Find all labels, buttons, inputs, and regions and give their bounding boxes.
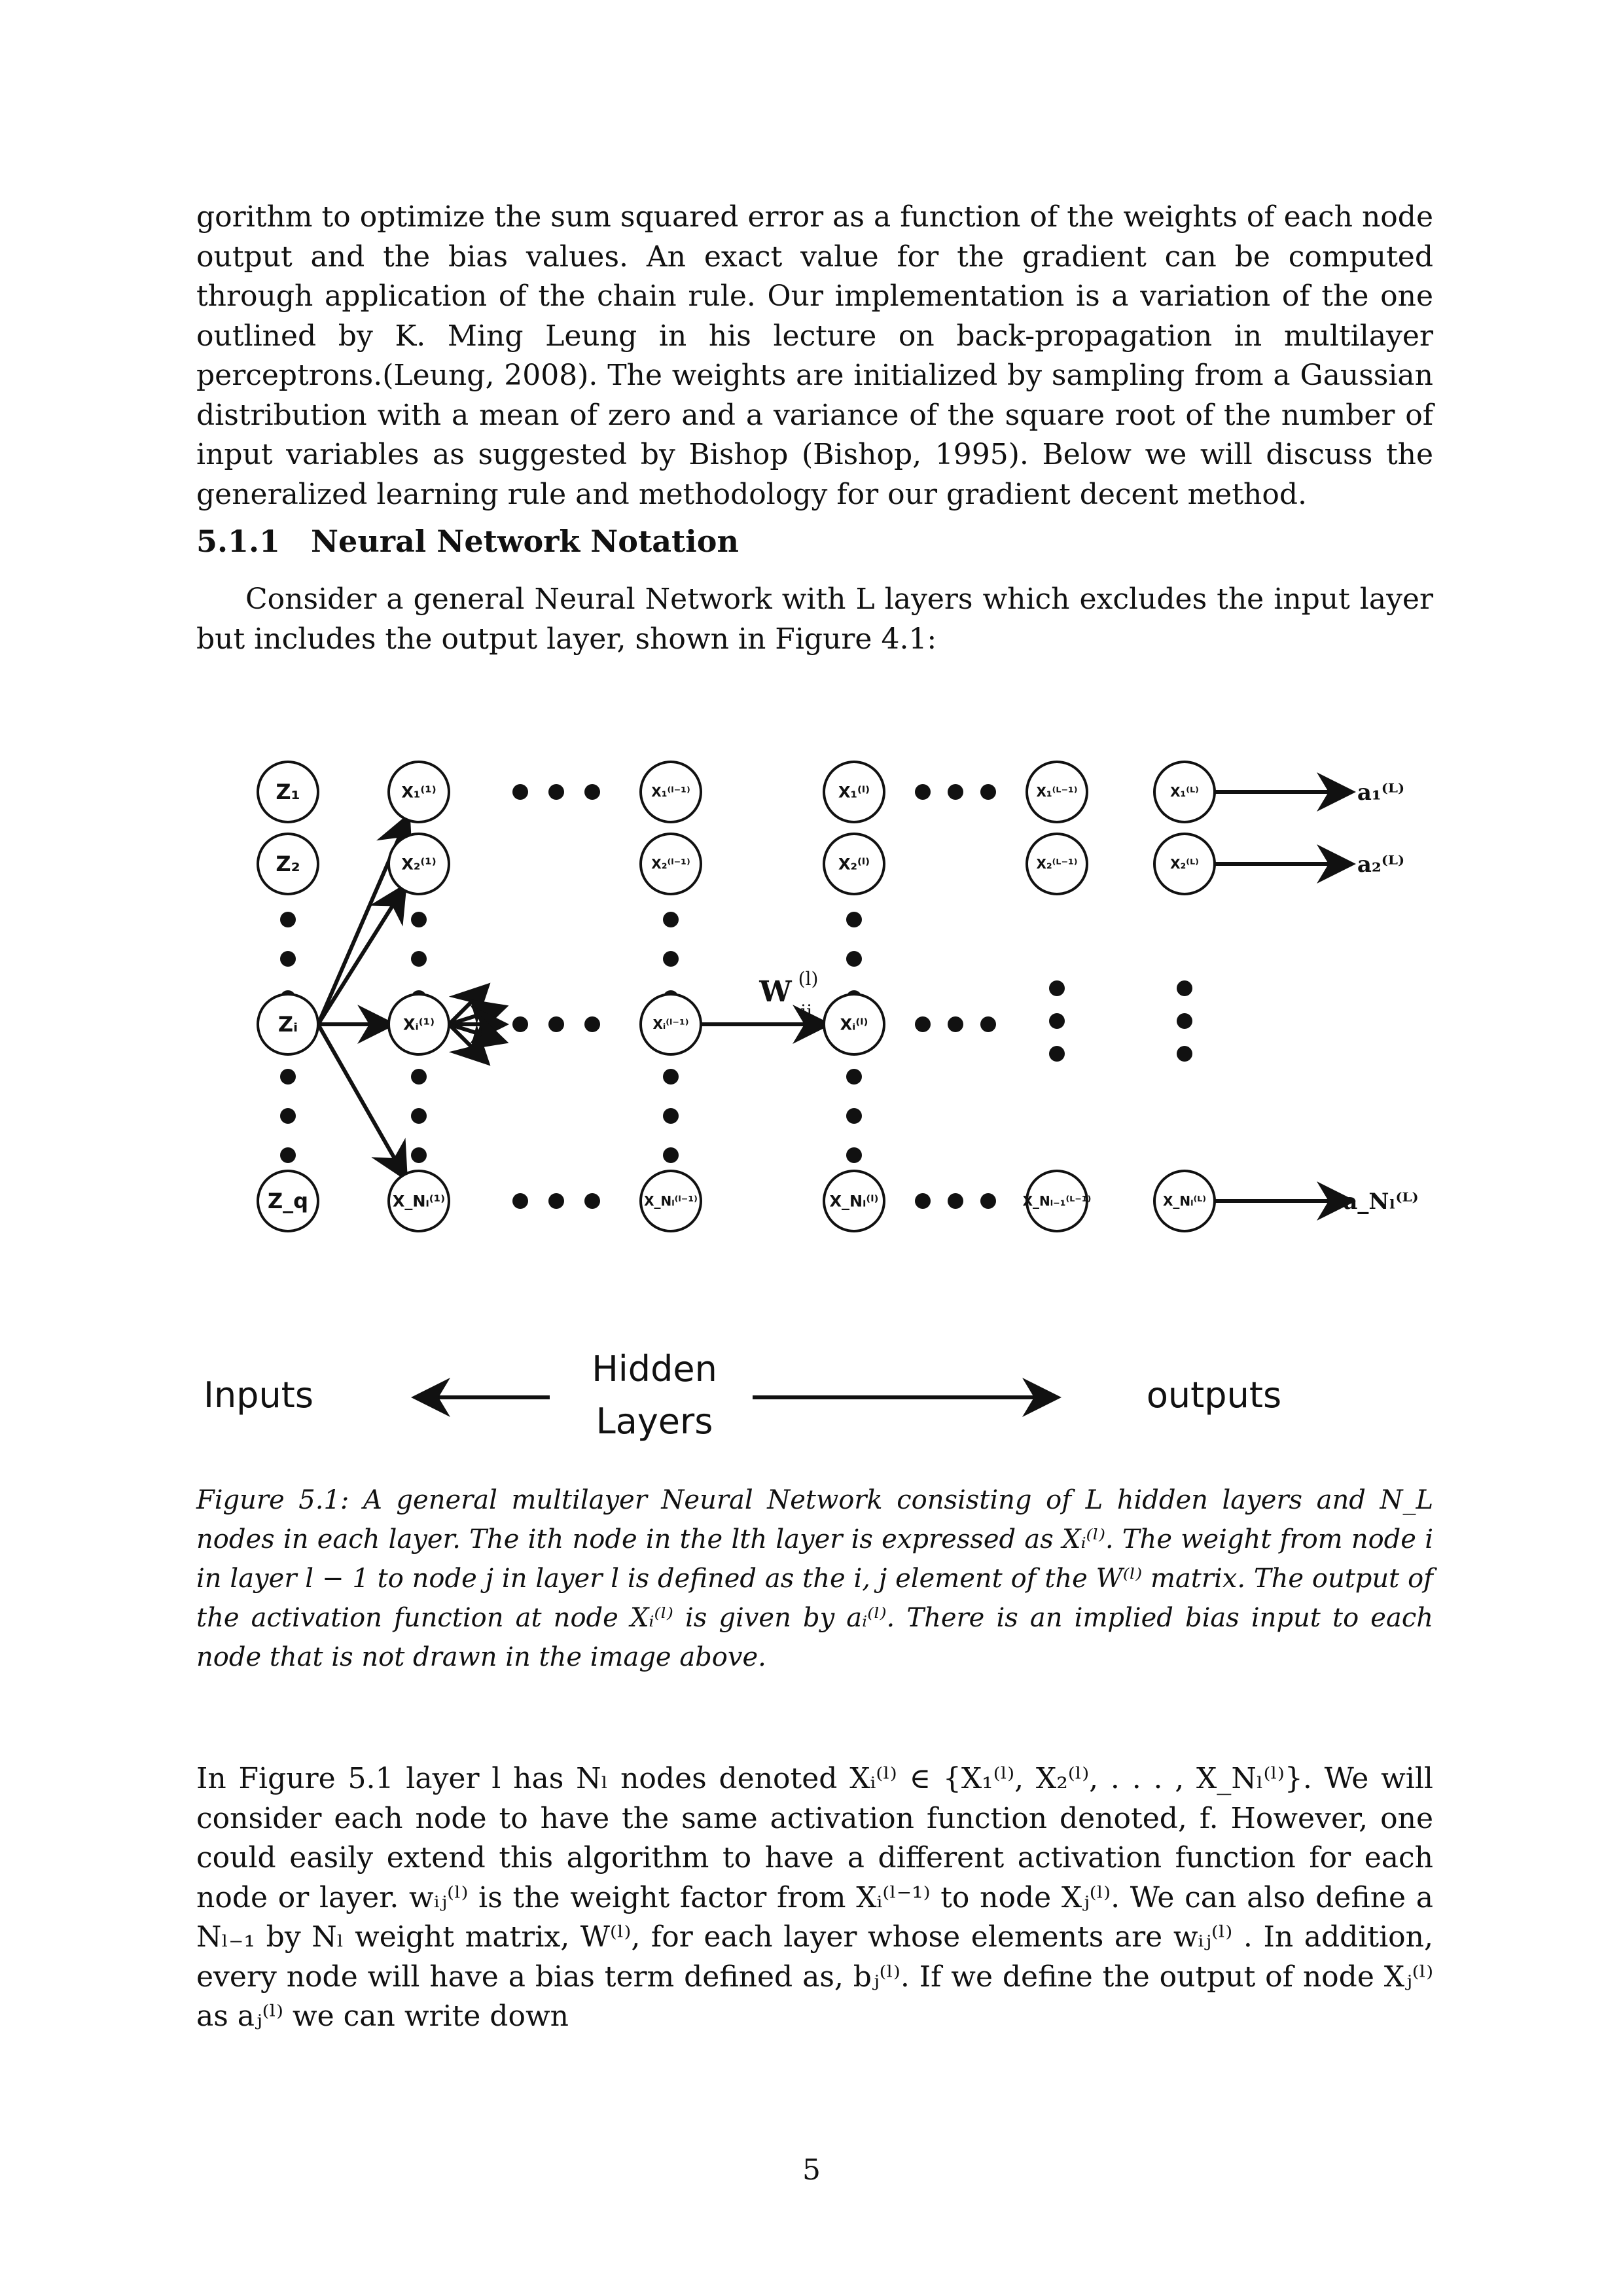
output-layer-node-2-label: X₂⁽ᴸ⁾ <box>1170 856 1199 872</box>
first-hidden-node-3 <box>389 994 449 1054</box>
weight-label: W <box>759 975 792 1009</box>
ellipsis-dot <box>584 1193 600 1209</box>
prev-layer-node-4-label: X_Nₗ⁽ˡ⁻¹⁾ <box>644 1193 698 1209</box>
last-hidden-node-3 <box>1023 1171 1092 1231</box>
output-label-3: a_Nₗ⁽ᴸ⁾ <box>1343 1189 1419 1215</box>
ellipsis-dot <box>280 912 296 927</box>
ellipsis-dot <box>411 1147 427 1163</box>
prev-layer-node-2 <box>641 834 701 894</box>
first-hidden-node-3-label: Xᵢ⁽¹⁾ <box>402 1015 435 1034</box>
input-arrow-2 <box>318 889 403 1024</box>
ellipsis-dot <box>1177 1013 1192 1029</box>
ellipsis-dot <box>663 951 679 967</box>
ellipsis-dot <box>548 1193 564 1209</box>
ellipsis-dot <box>980 1016 996 1032</box>
ellipsis-dot <box>980 1193 996 1209</box>
ellipsis-dot <box>584 784 600 800</box>
layer-l-node-3-label: Xᵢ⁽ˡ⁾ <box>840 1015 868 1034</box>
input-node-4 <box>258 1171 318 1231</box>
prev-layer-node-3-label: Xᵢ⁽ˡ⁻¹⁾ <box>652 1016 689 1032</box>
label-hidden-2: Layers <box>596 1401 713 1442</box>
paragraph-intro: Consider a general Neural Network with L layers which excludes the input layer but includes the output layer, shown in Figure 4.1: <box>196 583 1433 656</box>
ellipsis-dot <box>1177 1046 1192 1062</box>
input-node-1-label: Z₁ <box>276 780 300 805</box>
ellipsis-dot <box>846 951 862 967</box>
ellipsis-dot <box>846 1147 862 1163</box>
first-hidden-node-4 <box>389 1171 449 1231</box>
last-hidden-node-1 <box>1027 762 1087 822</box>
ellipsis-dot <box>846 912 862 927</box>
prev-layer-node-4 <box>641 1171 701 1231</box>
neural-network-figure <box>0 720 1623 1479</box>
weight-label-sub: ij <box>800 1001 812 1022</box>
layer-l-node-1-label: X₁⁽ˡ⁾ <box>838 783 870 802</box>
ellipsis-dot <box>1049 1046 1065 1062</box>
ellipsis-dot <box>915 1193 931 1209</box>
section-title: Neural Network Notation <box>311 524 739 559</box>
ellipsis-dot <box>663 912 679 927</box>
figure-caption: Figure 5.1: A general multilayer Neural Network consisting of L hidden layers and N_L nodes in each layer. The ith node in the lth layer is expressed as Xᵢ⁽ˡ⁾. The weight from node i in layer l − 1 to node j in layer l is defined as the i, j element of the W⁽ˡ⁾ matrix. The output of the activation function at node Xᵢ⁽ˡ⁾ is given by aᵢ⁽ˡ⁾. There is an implied bias input to each node that is not drawn in the image above. <box>196 1485 1433 1672</box>
last-hidden-node-2-label: X₂⁽ᴸ⁻¹⁾ <box>1036 856 1078 872</box>
first-hidden-node-1 <box>389 762 449 822</box>
output-layer-node-1-label: X₁⁽ᴸ⁾ <box>1170 784 1199 800</box>
layer-l-node-4 <box>824 1171 884 1231</box>
ellipsis-dot <box>411 951 427 967</box>
page-number: 5 <box>802 2153 821 2187</box>
ellipsis-dot <box>1177 980 1192 996</box>
label-inputs: Inputs <box>204 1374 313 1416</box>
ellipsis-dot <box>663 1108 679 1124</box>
ellipsis-dot <box>512 1193 528 1209</box>
layer-l-node-1 <box>824 762 884 822</box>
input-node-1 <box>258 762 318 822</box>
ellipsis-dot <box>663 1069 679 1085</box>
ellipsis-dot <box>846 1108 862 1124</box>
ellipsis-dot <box>548 1016 564 1032</box>
ellipsis-dot <box>512 784 528 800</box>
output-layer-node-1 <box>1154 762 1215 822</box>
ellipsis-dot <box>411 912 427 927</box>
first-hidden-node-2-label: X₂⁽¹⁾ <box>401 855 437 874</box>
output-label-2: a₂⁽ᴸ⁾ <box>1357 852 1405 878</box>
ellipsis-dot <box>948 784 963 800</box>
paragraph-top: gorithm to optimize the sum squared error as a function of the weights of each node output and the bias values. An exact value for the gradient can be computed through application of the chain rule. Our implementation is a variation of the one outlined by K. Ming Leung in his lecture on back-propagation in multilayer perceptrons.(Leung, 2008). The weights are initialized by sampling from a Gaussian distribution with a mean of zero and a variance of the square root of the number of input variables as suggested by Bishop (Bishop, 1995). Below we will discuss the generalized learning rule and methodology for our gradient decent method. <box>196 200 1433 511</box>
first-hidden-node-4-label: X_Nₗ⁽¹⁾ <box>392 1192 446 1211</box>
ellipsis-dot <box>512 1016 528 1032</box>
input-node-2 <box>258 834 318 894</box>
ellipsis-dot <box>548 784 564 800</box>
ellipsis-dot <box>948 1193 963 1209</box>
ellipsis-dot <box>948 1016 963 1032</box>
input-node-4-label: Z_q <box>267 1189 309 1214</box>
output-layer-node-2 <box>1154 834 1215 894</box>
ellipsis-dot <box>280 1108 296 1124</box>
label-hidden-1: Hidden <box>592 1348 717 1390</box>
ellipsis-dot <box>663 1147 679 1163</box>
layer-l-node-2 <box>824 834 884 894</box>
input-arrow-4 <box>318 1024 404 1175</box>
first-hidden-node-1-label: X₁⁽¹⁾ <box>401 783 437 802</box>
ellipsis-dot <box>280 951 296 967</box>
section-heading <box>196 524 739 559</box>
weight-label-sup: (l) <box>798 968 819 990</box>
paragraph-bottom: In Figure 5.1 layer l has Nₗ nodes denoted Xᵢ⁽ˡ⁾ ∈ {X₁⁽ˡ⁾, X₂⁽ˡ⁾, . . . , X_Nₗ⁽ˡ⁾}. We will consider each node to have the same activation function denoted, f. However, one could easily extend this algorithm to have a different activation function for each node or layer. wᵢⱼ⁽ˡ⁾ is the weight factor from Xᵢ⁽ˡ⁻¹⁾ to node Xⱼ⁽ˡ⁾. We can also define a Nₗ₋₁ by Nₗ weight matrix, W⁽ˡ⁾, for each layer whose elements are wᵢⱼ⁽ˡ⁾ . In addition, every node will have a bias term defined as, bⱼ⁽ˡ⁾. If we define the output of node Xⱼ⁽ˡ⁾ as aⱼ⁽ˡ⁾ we can write down <box>196 1762 1433 2033</box>
first-hidden-node-2 <box>389 834 449 894</box>
label-outputs: outputs <box>1146 1374 1282 1416</box>
ellipsis-dot <box>915 784 931 800</box>
prev-layer-node-2-label: X₂⁽ˡ⁻¹⁾ <box>651 856 690 872</box>
input-node-2-label: Z₂ <box>276 852 300 877</box>
last-hidden-node-3-label: X_Nₗ₋₁⁽ᴸ⁻¹⁾ <box>1022 1193 1092 1209</box>
last-hidden-node-1-label: X₁⁽ᴸ⁻¹⁾ <box>1036 784 1078 800</box>
ellipsis-dot <box>411 1069 427 1085</box>
ellipsis-dot <box>1049 1013 1065 1029</box>
prev-layer-node-3 <box>641 994 701 1054</box>
layer-l-node-4-label: X_Nₗ⁽ˡ⁾ <box>829 1192 879 1211</box>
output-label-1: a₁⁽ᴸ⁾ <box>1357 780 1405 806</box>
ellipsis-dot <box>846 1069 862 1085</box>
input-node-3-label: Zᵢ <box>277 1012 298 1037</box>
input-node-3 <box>258 994 318 1054</box>
ellipsis-dot <box>280 1147 296 1163</box>
output-layer-node-3-label: X_Nₗ⁽ᴸ⁾ <box>1162 1193 1207 1209</box>
ellipsis-dot <box>584 1016 600 1032</box>
last-hidden-node-2 <box>1027 834 1087 894</box>
section-number: 5.1.1 <box>196 524 281 559</box>
layer-l-node-2-label: X₂⁽ˡ⁾ <box>838 855 870 874</box>
ellipsis-dot <box>980 784 996 800</box>
prev-layer-node-1-label: X₁⁽ˡ⁻¹⁾ <box>651 784 690 800</box>
prev-layer-node-1 <box>641 762 701 822</box>
output-layer-node-3 <box>1154 1171 1215 1231</box>
ellipsis-dot <box>915 1016 931 1032</box>
layer-l-node-3 <box>824 994 884 1054</box>
network-diagram <box>0 720 1623 1479</box>
ellipsis-dot <box>1049 980 1065 996</box>
ellipsis-dot <box>280 1069 296 1085</box>
ellipsis-dot <box>411 1108 427 1124</box>
